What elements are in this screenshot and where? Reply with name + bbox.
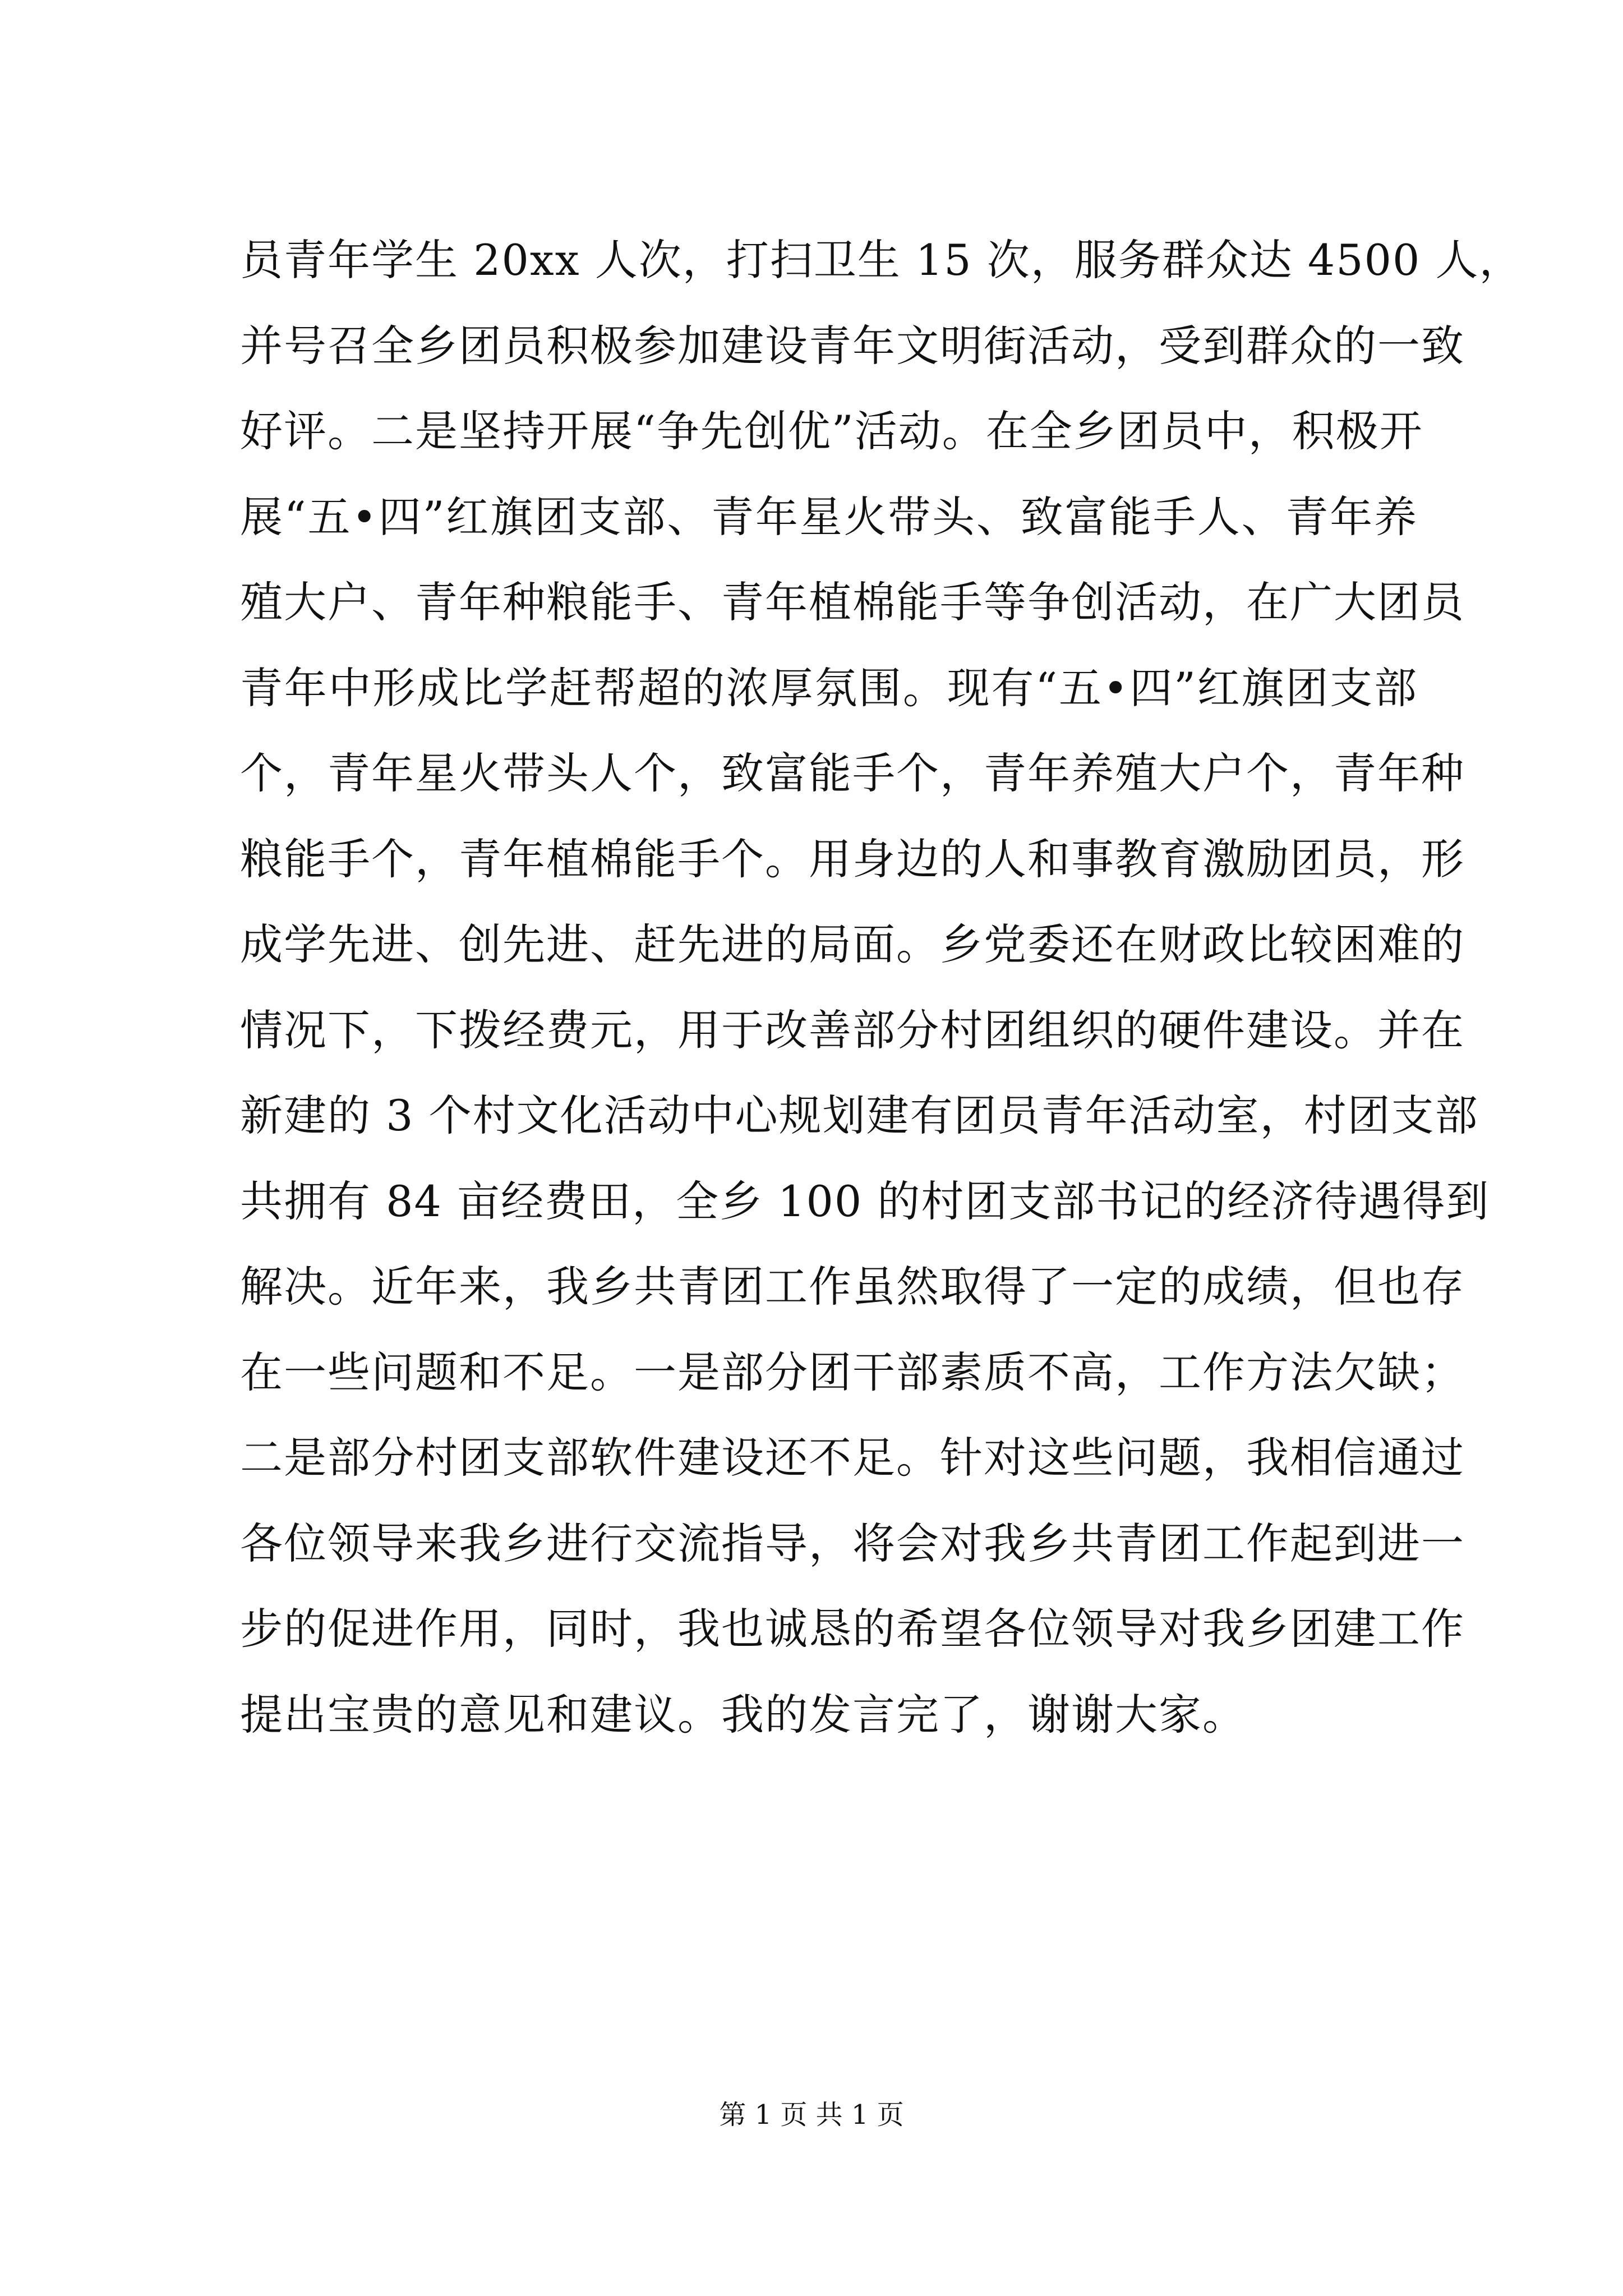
text-line: 并号召全乡团员积极参加建设青年文明街活动，受到群众的一致 — [240, 320, 1465, 371]
text-line: 个，青年星火带头人个，致富能手个，青年养殖大户个，青年种 — [240, 748, 1465, 798]
text-line: 二是部分村团支部软件建设还不足。针对这些问题，我相信通过 — [240, 1433, 1465, 1483]
text-line: 提出宝贵的意见和建议。我的发言完了，谢谢大家。 — [240, 1689, 1246, 1740]
text-line: 殖大户、青年种粮能手、青年植棉能手等争创活动，在广大团员 — [240, 577, 1465, 627]
text-line: 在一些问题和不足。一是部分团干部素质不高，工作方法欠缺； — [240, 1347, 1465, 1397]
body-paragraph — [240, 218, 1523, 1757]
page-footer: 第 1 页 共 1 页 — [719, 2099, 904, 2131]
text-line: 好评。二是坚持开展“争先创优”活动。在全乡团员中，积极开 — [240, 406, 1423, 456]
text-line: 成学先进、创先进、赶先进的局面。乡党委还在财政比较困难的 — [240, 919, 1465, 969]
text-line: 步的促进作用，同时，我也诚恳的希望各位领导对我乡团建工作 — [240, 1604, 1465, 1654]
text-line: 粮能手个，青年植棉能手个。用身边的人和事教育激励团员，形 — [240, 834, 1465, 884]
text-line: 解决。近年来，我乡共青团工作虽然取得了一定的成绩，但也存 — [240, 1262, 1465, 1312]
text-line: 情况下，下拨经费元，用于改善部分村团组织的硬件建设。并在 — [240, 1005, 1465, 1055]
text-line: 共拥有 84 亩经费田，全乡 100 的村团支部书记的经济待遇得到 — [240, 1176, 1490, 1226]
text-line: 员青年学生 20xx 人次，打扫卫生 15 次，服务群众达 4500 人， — [240, 235, 1523, 285]
text-line: 新建的 3 个村文化活动中心规划建有团员青年活动室，村团支部 — [240, 1091, 1479, 1140]
text-line: 展“五•四”红旗团支部、青年星火带头、致富能手人、青年养 — [240, 491, 1418, 542]
text-line: 各位领导来我乡进行交流指导，将会对我乡共青团工作起到进一 — [240, 1518, 1465, 1568]
text-line: 青年中形成比学赶帮超的浓厚氛围。现有“五•四”红旗团支部 — [240, 662, 1418, 713]
